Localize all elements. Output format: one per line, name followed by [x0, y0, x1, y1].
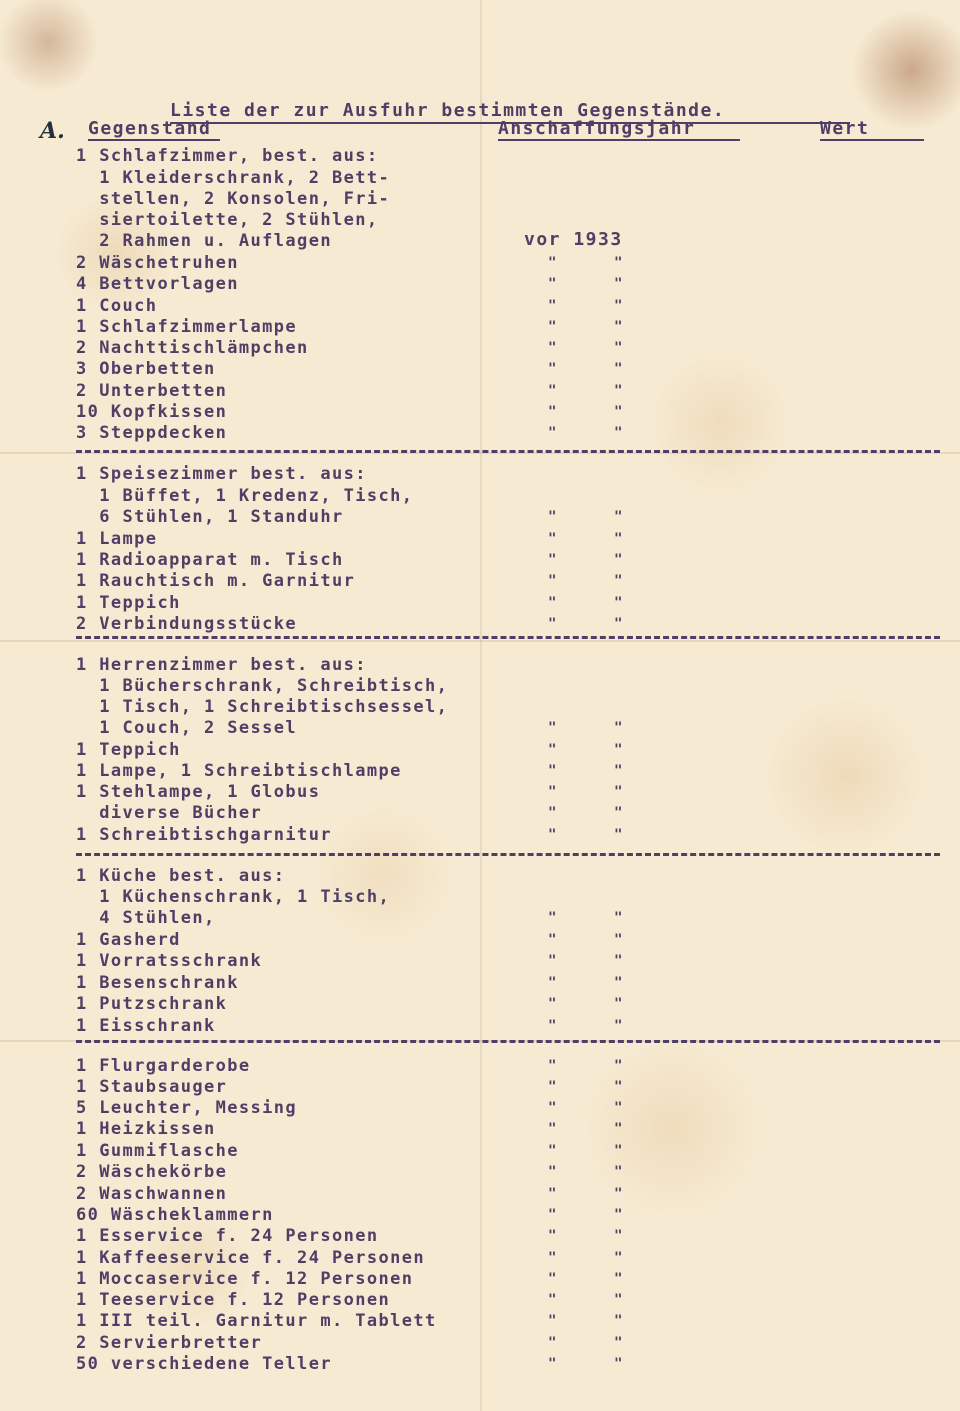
ditto-mark: " [614, 953, 623, 969]
list-item: 1 Staubsauger [76, 1077, 228, 1097]
ditto-mark: " [614, 340, 623, 356]
ditto-mark: " [548, 1121, 557, 1137]
document-title: Liste der zur Ausfuhr bestimmten Gegenstände. [170, 100, 850, 124]
list-item: 2 Rahmen u. Auflagen [76, 231, 332, 251]
ditto-mark: " [614, 595, 623, 611]
list-item: 1 Lampe [76, 529, 158, 549]
ditto-mark: " [548, 276, 557, 292]
ditto-mark: " [614, 383, 623, 399]
list-item: 1 Schreibtischgarnitur [76, 825, 332, 845]
list-item: 3 Oberbetten [76, 359, 216, 379]
handwritten-marker: A. [40, 118, 65, 144]
ditto-mark: " [614, 404, 623, 420]
list-item: stellen, 2 Konsolen, Fri- [76, 189, 391, 209]
ditto-mark: " [548, 827, 557, 843]
ditto-mark: " [614, 616, 623, 632]
list-item: 1 Gasherd [76, 930, 181, 950]
list-item: 1 Esservice f. 24 Personen [76, 1226, 379, 1246]
list-item: 1 Couch, 2 Sessel [76, 718, 298, 738]
ditto-mark: " [548, 1186, 557, 1202]
ditto-mark: " [614, 425, 623, 441]
list-item: 1 Vorratsschrank [76, 951, 263, 971]
ditto-mark: " [548, 763, 557, 779]
ditto-mark: " [548, 298, 557, 314]
list-item: 1 Besenschrank [76, 973, 239, 993]
list-item: 1 Kleiderschrank, 2 Bett- [76, 168, 391, 188]
ditto-mark: " [614, 531, 623, 547]
ditto-mark: " [614, 1143, 623, 1159]
list-item: 1 Eisschrank [76, 1016, 216, 1036]
list-item: 4 Stühlen, [76, 908, 216, 928]
column-header-value: Wert [820, 118, 924, 141]
ditto-mark: " [614, 509, 623, 525]
list-item: 1 Büffet, 1 Kredenz, Tisch, [76, 486, 414, 506]
ditto-mark: " [548, 1335, 557, 1351]
ditto-mark: " [614, 975, 623, 991]
ditto-mark: " [548, 1356, 557, 1372]
list-item: 1 Tisch, 1 Schreibtischsessel, [76, 697, 449, 717]
ditto-mark: " [548, 975, 557, 991]
list-item: 2 Servierbretter [76, 1333, 263, 1353]
ditto-mark: " [548, 1058, 557, 1074]
list-item: 1 Rauchtisch m. Garnitur [76, 571, 356, 591]
ditto-mark: " [614, 1164, 623, 1180]
ditto-mark: " [548, 383, 557, 399]
section-divider [76, 853, 940, 856]
section-divider [76, 450, 940, 453]
ditto-mark: " [548, 932, 557, 948]
list-item: 1 Flurgarderobe [76, 1056, 251, 1076]
column-header-year: Anschaffungsjahr [498, 118, 740, 141]
ditto-mark: " [614, 1271, 623, 1287]
list-item: 1 Schlafzimmerlampe [76, 317, 298, 337]
list-item: 3 Steppdecken [76, 423, 228, 443]
list-item: 2 Wäschetruhen [76, 253, 239, 273]
ditto-mark: " [614, 255, 623, 271]
ditto-mark: " [548, 996, 557, 1012]
ditto-mark: " [548, 425, 557, 441]
ditto-mark: " [548, 1018, 557, 1034]
list-item: 5 Leuchter, Messing [76, 1098, 298, 1118]
ditto-mark: " [548, 552, 557, 568]
list-item: 1 Speisezimmer best. aus: [76, 464, 367, 484]
ditto-mark: " [548, 616, 557, 632]
ditto-mark: " [614, 910, 623, 926]
section-divider [76, 636, 940, 639]
ditto-mark: " [614, 298, 623, 314]
list-item: 1 Radioapparat m. Tisch [76, 550, 344, 570]
list-item: 1 Herrenzimmer best. aus: [76, 655, 367, 675]
ditto-mark: " [614, 763, 623, 779]
list-item: siertoilette, 2 Stühlen, [76, 210, 379, 230]
ditto-mark: " [614, 319, 623, 335]
ditto-mark: " [614, 361, 623, 377]
ditto-mark: " [614, 805, 623, 821]
ditto-mark: " [614, 1207, 623, 1223]
ditto-mark: " [614, 720, 623, 736]
ditto-mark: " [548, 1079, 557, 1095]
list-item: 2 Unterbetten [76, 381, 228, 401]
list-item: 1 Moccaservice f. 12 Personen [76, 1269, 414, 1289]
ditto-mark: " [548, 1228, 557, 1244]
ditto-mark: " [548, 1207, 557, 1223]
ditto-mark: " [548, 742, 557, 758]
list-item: 50 verschiedene Teller [76, 1354, 332, 1374]
ditto-mark: " [548, 595, 557, 611]
ditto-mark: " [548, 1271, 557, 1287]
list-item: diverse Bücher [76, 803, 263, 823]
ditto-mark: " [614, 1079, 623, 1095]
list-item: 1 Kaffeeservice f. 24 Personen [76, 1248, 426, 1268]
list-item: 1 Teppich [76, 593, 181, 613]
list-item: 1 Schlafzimmer, best. aus: [76, 146, 379, 166]
ditto-mark: " [614, 573, 623, 589]
ditto-mark: " [548, 509, 557, 525]
ditto-mark: " [614, 552, 623, 568]
list-item: 2 Verbindungsstücke [76, 614, 298, 634]
ditto-mark: " [548, 805, 557, 821]
ditto-mark: " [548, 404, 557, 420]
list-item: 1 Bücherschrank, Schreibtisch, [76, 676, 449, 696]
ditto-mark: " [548, 531, 557, 547]
list-item: 60 Wäscheklammern [76, 1205, 274, 1225]
ditto-mark: " [614, 827, 623, 843]
ditto-mark: " [614, 1121, 623, 1137]
ditto-mark: " [614, 1018, 623, 1034]
list-item: 1 Lampe, 1 Schreibtischlampe [76, 761, 402, 781]
list-item: 1 Couch [76, 296, 158, 316]
ditto-mark: " [614, 1186, 623, 1202]
ditto-mark: " [548, 319, 557, 335]
list-item: 10 Kopfkissen [76, 402, 228, 422]
ditto-mark: " [548, 720, 557, 736]
ditto-mark: " [614, 742, 623, 758]
list-item: 6 Stühlen, 1 Standuhr [76, 507, 344, 527]
list-item: 1 Stehlampe, 1 Globus [76, 782, 321, 802]
section-divider [76, 1040, 940, 1043]
ditto-mark: " [548, 340, 557, 356]
ditto-mark: " [614, 1356, 623, 1372]
ditto-mark: " [614, 1292, 623, 1308]
ditto-mark: " [548, 1250, 557, 1266]
ditto-mark: " [614, 1313, 623, 1329]
list-item: 1 Heizkissen [76, 1119, 216, 1139]
list-item: 2 Waschwannen [76, 1184, 228, 1204]
ditto-mark: " [614, 1335, 623, 1351]
ditto-mark: " [548, 573, 557, 589]
ditto-mark: " [548, 784, 557, 800]
ditto-mark: " [614, 1250, 623, 1266]
ditto-mark: " [614, 996, 623, 1012]
ditto-mark: " [548, 1292, 557, 1308]
ditto-mark: " [548, 1164, 557, 1180]
ditto-mark: " [548, 255, 557, 271]
ditto-mark: " [548, 1143, 557, 1159]
list-item: 1 Teeservice f. 12 Personen [76, 1290, 391, 1310]
list-item: 2 Nachttischlämpchen [76, 338, 309, 358]
list-item: 1 Putzschrank [76, 994, 228, 1014]
list-item: 1 Küche best. aus: [76, 866, 286, 886]
paper-fold [480, 0, 482, 1411]
column-header-item: Gegenstand [88, 118, 220, 141]
list-item: 1 III teil. Garnitur m. Tablett [76, 1311, 437, 1331]
ditto-mark: " [614, 1228, 623, 1244]
ditto-mark: " [614, 276, 623, 292]
ditto-mark: " [548, 953, 557, 969]
ditto-mark: " [614, 784, 623, 800]
ditto-mark: " [548, 361, 557, 377]
year-value: vor 1933 [524, 229, 623, 250]
ditto-mark: " [548, 1100, 557, 1116]
list-item: 1 Küchenschrank, 1 Tisch, [76, 887, 391, 907]
list-item: 2 Wäschekörbe [76, 1162, 228, 1182]
list-item: 1 Teppich [76, 740, 181, 760]
ditto-mark: " [614, 1100, 623, 1116]
ditto-mark: " [548, 910, 557, 926]
list-item: 4 Bettvorlagen [76, 274, 239, 294]
list-item: 1 Gummiflasche [76, 1141, 239, 1161]
ditto-mark: " [614, 932, 623, 948]
ditto-mark: " [614, 1058, 623, 1074]
ditto-mark: " [548, 1313, 557, 1329]
